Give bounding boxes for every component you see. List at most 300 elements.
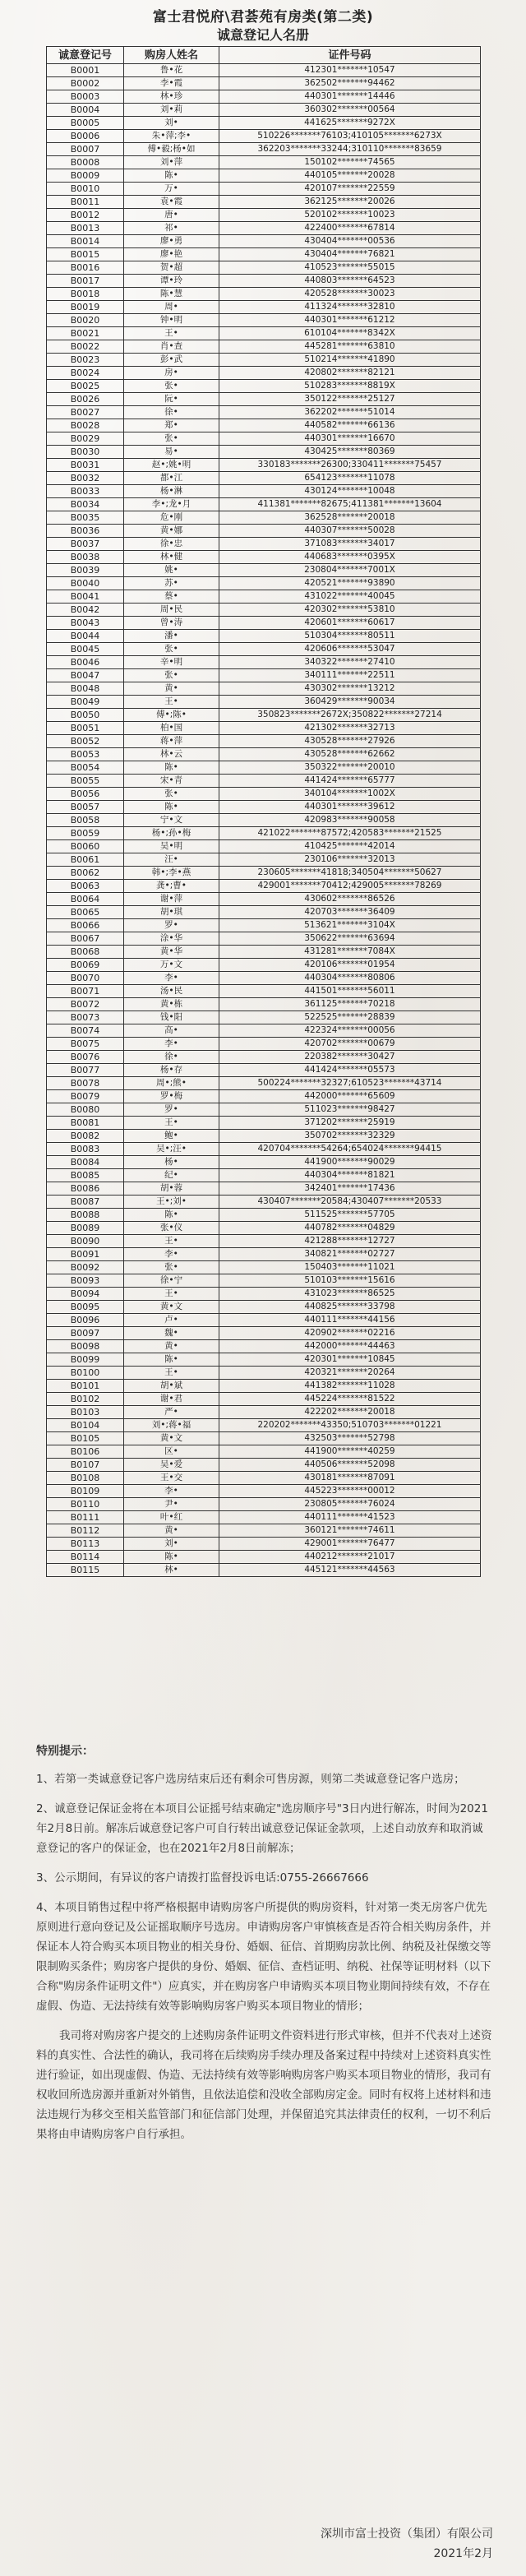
cell-buyer-name: 罗•梅 [124,1090,219,1103]
cell-reg-no: B0068 [47,946,124,959]
cell-id-number: 230605*******41818;340504*******50627 [219,867,481,880]
cell-id-number: 362203*******33244;310110*******83659 [219,143,481,156]
cell-id-number: 430404*******76821 [219,248,481,261]
cell-id-number: 513621*******3104X [219,919,481,932]
cell-reg-no: B0005 [47,117,124,130]
cell-id-number: 421302*******32713 [219,722,481,735]
cell-buyer-name: 谢•君 [124,1393,219,1406]
footer-company: 深圳市富士投资（集团）有限公司 [321,2527,493,2541]
table-row [47,1445,481,1459]
cell-reg-no: B0094 [47,1288,124,1301]
cell-reg-no: B0043 [47,617,124,630]
table-row [47,130,481,143]
cell-reg-no: B0107 [47,1459,124,1472]
cell-reg-no: B0111 [47,1511,124,1524]
cell-reg-no: B0058 [47,814,124,827]
table-row [47,972,481,985]
cell-buyer-name: 都•江 [124,472,219,485]
cell-reg-no: B0078 [47,1077,124,1090]
cell-id-number: 440111*******41523 [219,1511,481,1524]
cell-reg-no: B0097 [47,1327,124,1340]
cell-buyer-name: 周•民 [124,604,219,617]
table-row [47,1182,481,1196]
cell-buyer-name: 阮• [124,393,219,406]
cell-id-number: 340111*******22511 [219,669,481,682]
footer-date: 2021年2月 [433,2547,493,2560]
cell-reg-no: B0048 [47,682,124,696]
notice-item-4: 4、本项目销售过程中将严格根据申请购房客户所提供的购房资料，针对第一类无房客户优先原则进行意向登记及公证摇取顺序号选房。申请购房客户审慎核查是否符合相关购房条件，并保证本人符合购买本项目物业的相关身份、婚姻、征信、首期购房款比例、纳税及社保缴交等限制购买条件；购房客户提供的身份、婚姻、征信、查档证明、纳税、社保等证明材料（以下合称"购房条件证明文件"）应真实，并在购房客户申请购买本项目物业期间持续有效，不存在虚假、伪造、无法持续有效等影响购房客户购买本项目物业的情形； [36,1901,491,2013]
table-row [47,1524,481,1538]
cell-reg-no: B0104 [47,1419,124,1432]
table-row [47,1327,481,1340]
table-row [47,1538,481,1551]
cell-id-number: 360429*******90034 [219,696,481,709]
cell-reg-no: B0096 [47,1314,124,1327]
table-row [47,840,481,853]
table-row [47,354,481,367]
cell-id-number: 429001*******70412;429005*******78269 [219,880,481,893]
cell-id-number: 430124*******10048 [219,485,481,498]
cell-reg-no: B0114 [47,1551,124,1564]
cell-id-number: 330183*******26300;330411*******75457 [219,459,481,472]
cell-id-number: 430404*******00536 [219,235,481,248]
cell-reg-no: B0073 [47,1011,124,1024]
cell-id-number: 350322*******20010 [219,761,481,775]
cell-reg-no: B0011 [47,196,124,209]
table-row [47,248,481,261]
cell-id-number: 371202*******25919 [219,1117,481,1130]
cell-buyer-name: 李•霞 [124,77,219,90]
cell-buyer-name: 徐•宁 [124,1274,219,1288]
cell-reg-no: B0040 [47,577,124,590]
table-row [47,1117,481,1130]
cell-id-number: 230805*******76024 [219,1498,481,1511]
cell-reg-no: B0039 [47,564,124,577]
table-row [47,1038,481,1051]
cell-reg-no: B0115 [47,1564,124,1577]
table-row [47,1288,481,1301]
table-row [47,196,481,209]
cell-buyer-name: 谭•玲 [124,275,219,288]
cell-id-number: 410523*******55015 [219,261,481,275]
notice-heading: 特别提示： [36,1745,94,1758]
cell-reg-no: B0083 [47,1143,124,1156]
cell-buyer-name: 傅•毅;杨•如 [124,143,219,156]
cell-reg-no: B0095 [47,1301,124,1314]
cell-id-number: 440301*******61212 [219,314,481,327]
cell-id-number: 150403*******11021 [219,1261,481,1274]
cell-buyer-name: 宋•青 [124,775,219,788]
table-row [47,64,481,77]
cell-buyer-name: 陈• [124,801,219,814]
cell-reg-no: B0054 [47,761,124,775]
cell-buyer-name: 区• [124,1445,219,1459]
table-row [47,788,481,801]
table-row [47,314,481,327]
cell-buyer-name: 尹• [124,1498,219,1511]
table-row [47,340,481,354]
cell-buyer-name: 蔡• [124,590,219,604]
cell-reg-no: B0015 [47,248,124,261]
cell-id-number: 440304*******81821 [219,1169,481,1182]
cell-buyer-name: 王•;刘• [124,1196,219,1209]
cell-reg-no: B0069 [47,959,124,972]
table-row [47,1103,481,1117]
cell-buyer-name: 林• [124,1564,219,1577]
cell-reg-no: B0064 [47,893,124,906]
notice-item-1: 1、若第一类诚意登记客户选房结束后还有剩余可售房源，则第二类诚意登记客户选房； [36,1773,465,1786]
cell-buyer-name: 刘•;蒋•福 [124,1419,219,1432]
page-title: 富士君悦府\君荟苑有房类(第二类) [152,9,374,25]
cell-id-number: 360121*******74611 [219,1524,481,1538]
cell-reg-no: B0052 [47,735,124,748]
cell-buyer-name: 王• [124,696,219,709]
cell-reg-no: B0088 [47,1209,124,1222]
cell-id-number: 440683*******0395X [219,551,481,564]
table-row [47,498,481,511]
cell-buyer-name: 王• [124,1235,219,1248]
cell-reg-no: B0030 [47,446,124,459]
cell-buyer-name: 罗• [124,919,219,932]
table-row [47,1393,481,1406]
cell-id-number: 412301*******10547 [219,64,481,77]
cell-id-number: 340104*******1002X [219,788,481,801]
table-row [47,1459,481,1472]
cell-buyer-name: 朱•萍;李• [124,130,219,143]
cell-id-number: 510226*******76103;410105*******6273X [219,130,481,143]
cell-reg-no: B0021 [47,327,124,340]
cell-id-number: 445223*******00012 [219,1485,481,1498]
table-row [47,1432,481,1445]
table-row [47,472,481,485]
cell-id-number: 520102*******10023 [219,209,481,222]
cell-id-number: 350702*******32329 [219,1130,481,1143]
cell-buyer-name: 周•;熊• [124,1077,219,1090]
cell-reg-no: B0047 [47,669,124,682]
cell-id-number: 442000*******65609 [219,1090,481,1103]
table-row [47,1130,481,1143]
cell-buyer-name: 张• [124,669,219,682]
cell-buyer-name: 林•健 [124,551,219,564]
cell-reg-no: B0029 [47,432,124,446]
table-row [47,564,481,577]
cell-buyer-name: 潘• [124,630,219,643]
cell-id-number: 230106*******32013 [219,853,481,867]
cell-buyer-name: 贺•超 [124,261,219,275]
cell-id-number: 429001*******76477 [219,1538,481,1551]
cell-buyer-name: 钱•阳 [124,1011,219,1024]
cell-buyer-name: 罗• [124,1103,219,1117]
cell-id-number: 420702*******00679 [219,1038,481,1051]
table-row [47,275,481,288]
cell-id-number: 430528*******62662 [219,748,481,761]
cell-id-number: 440301*******16670 [219,432,481,446]
cell-id-number: 362125*******20026 [219,196,481,209]
table-row [47,1485,481,1498]
cell-reg-no: B0093 [47,1274,124,1288]
table-row [47,1169,481,1182]
cell-buyer-name: 王•交 [124,1472,219,1485]
table-row [47,301,481,314]
cell-reg-no: B0086 [47,1182,124,1196]
cell-id-number: 431023*******86525 [219,1288,481,1301]
cell-reg-no: B0045 [47,643,124,656]
cell-reg-no: B0042 [47,604,124,617]
cell-buyer-name: 林•云 [124,748,219,761]
cell-buyer-name: 陈• [124,1551,219,1564]
table-row [47,1090,481,1103]
table-row [47,1196,481,1209]
cell-buyer-name: 杨•淋 [124,485,219,498]
table-row [47,1143,481,1156]
cell-buyer-name: 王• [124,1117,219,1130]
cell-buyer-name: 王• [124,327,219,340]
cell-reg-no: B0010 [47,183,124,196]
table-row [47,867,481,880]
cell-id-number: 440301*******39612 [219,801,481,814]
cell-buyer-name: 周• [124,301,219,314]
cell-buyer-name: 蒋•萍 [124,735,219,748]
cell-buyer-name: 吴•明 [124,840,219,853]
cell-id-number: 440304*******80806 [219,972,481,985]
cell-buyer-name: 刘• [124,117,219,130]
cell-id-number: 430602*******86526 [219,893,481,906]
cell-id-number: 420321*******20264 [219,1367,481,1380]
cell-buyer-name: 柏•国 [124,722,219,735]
cell-reg-no: B0012 [47,209,124,222]
table-row [47,722,481,735]
cell-id-number: 340821*******02727 [219,1248,481,1261]
cell-reg-no: B0101 [47,1380,124,1393]
cell-reg-no: B0091 [47,1248,124,1261]
cell-buyer-name: 李• [124,1248,219,1261]
table-row [47,617,481,630]
table-row [47,814,481,827]
cell-reg-no: B0031 [47,459,124,472]
table-row [47,419,481,432]
footer [321,2524,493,2564]
cell-buyer-name: 陈• [124,761,219,775]
table-row [47,1274,481,1288]
cell-reg-no: B0113 [47,1538,124,1551]
table-row [47,1406,481,1419]
cell-buyer-name: 汤•民 [124,985,219,998]
cell-buyer-name: 宁•文 [124,814,219,827]
cell-reg-no: B0098 [47,1340,124,1353]
cell-reg-no: B0025 [47,380,124,393]
cell-buyer-name: 张• [124,1261,219,1274]
cell-buyer-name: 袁•霞 [124,196,219,209]
special-notice [36,1741,493,2154]
table-row [47,261,481,275]
cell-buyer-name: 叶•红 [124,1511,219,1524]
table-row [47,459,481,472]
cell-buyer-name: 刘•莉 [124,104,219,117]
cell-buyer-name: 张• [124,643,219,656]
table-row [47,761,481,775]
cell-id-number: 150102*******74565 [219,156,481,169]
cell-buyer-name: 张•仪 [124,1222,219,1235]
cell-buyer-name: 黄• [124,682,219,696]
cell-reg-no: B0057 [47,801,124,814]
table-row [47,485,481,498]
cell-id-number: 430528*******27926 [219,735,481,748]
table-row [47,288,481,301]
cell-id-number: 340322*******27410 [219,656,481,669]
cell-reg-no: B0062 [47,867,124,880]
table-row [47,827,481,840]
table-row [47,748,481,761]
cell-buyer-name: 李• [124,1038,219,1051]
cell-id-number: 440111*******44156 [219,1314,481,1327]
table-row [47,1156,481,1169]
cell-id-number: 220202*******43350;510703*******01221 [219,1419,481,1432]
cell-reg-no: B0014 [47,235,124,248]
cell-reg-no: B0080 [47,1103,124,1117]
cell-reg-no: B0065 [47,906,124,919]
cell-id-number: 654123*******11078 [219,472,481,485]
table-row [47,432,481,446]
table-row [47,946,481,959]
cell-reg-no: B0071 [47,985,124,998]
cell-reg-no: B0008 [47,156,124,169]
cell-id-number: 510304*******80511 [219,630,481,643]
cell-reg-no: B0110 [47,1498,124,1511]
cell-id-number: 420606*******53047 [219,643,481,656]
cell-id-number: 350823*******2672X;350822*******27214 [219,709,481,722]
table-row [47,367,481,380]
cell-buyer-name: 杨•存 [124,1064,219,1077]
cell-reg-no: B0074 [47,1024,124,1038]
cell-buyer-name: 黄•文 [124,1432,219,1445]
cell-id-number: 420902*******02216 [219,1327,481,1340]
cell-reg-no: B0059 [47,827,124,840]
cell-buyer-name: 汪• [124,853,219,867]
cell-buyer-name: 唐• [124,209,219,222]
cell-reg-no: B0090 [47,1235,124,1248]
table-row [47,1353,481,1367]
cell-reg-no: B0112 [47,1524,124,1538]
table-row [47,630,481,643]
cell-reg-no: B0082 [47,1130,124,1143]
cell-reg-no: B0089 [47,1222,124,1235]
cell-reg-no: B0055 [47,775,124,788]
cell-reg-no: B0070 [47,972,124,985]
cell-buyer-name: 苏• [124,577,219,590]
cell-id-number: 350622*******63694 [219,932,481,946]
cell-id-number: 442000*******44463 [219,1340,481,1353]
cell-id-number: 220382*******30427 [219,1051,481,1064]
cell-reg-no: B0003 [47,90,124,104]
cell-id-number: 362202*******51014 [219,406,481,419]
table-row [47,1564,481,1577]
table-row [47,551,481,564]
cell-id-number: 420802*******82121 [219,367,481,380]
table-row [47,1498,481,1511]
cell-reg-no: B0063 [47,880,124,893]
cell-buyer-name: 傅•;陈• [124,709,219,722]
cell-reg-no: B0020 [47,314,124,327]
cell-buyer-name: 王• [124,1288,219,1301]
cell-reg-no: B0004 [47,104,124,117]
cell-id-number: 361125*******70218 [219,998,481,1011]
table-header-row [47,47,481,64]
cell-reg-no: B0053 [47,748,124,761]
cell-reg-no: B0079 [47,1090,124,1103]
cell-id-number: 510103*******15616 [219,1274,481,1288]
cell-id-number: 420301*******10845 [219,1353,481,1367]
table-row [47,696,481,709]
cell-buyer-name: 陈• [124,1353,219,1367]
cell-buyer-name: 鲍• [124,1130,219,1143]
table-row [47,669,481,682]
cell-id-number: 441424*******05573 [219,1064,481,1077]
cell-buyer-name: 万• [124,183,219,196]
cell-buyer-name: 黄• [124,1340,219,1353]
cell-reg-no: B0102 [47,1393,124,1406]
cell-buyer-name: 辛•明 [124,656,219,669]
cell-buyer-name: 房• [124,367,219,380]
cell-buyer-name: 徐• [124,1051,219,1064]
table-row [47,1209,481,1222]
cell-reg-no: B0022 [47,340,124,354]
cell-buyer-name: 李• [124,972,219,985]
notice-item-2: 2、诚意登记保证金将在本项目公证摇号结束确定"选房顺序号"3日内进行解冻，时间为2021年2月8日前。解冻后诚意登记客户可自行转出诚意登记保证金款项，上述自动放弃和取消诚意登记的客户的保证金，也在2021年2月8日前解冻； [36,1802,488,1855]
table-row [47,156,481,169]
cell-reg-no: B0051 [47,722,124,735]
cell-buyer-name: 祁• [124,222,219,235]
cell-reg-no: B0106 [47,1445,124,1459]
cell-id-number: 422400*******67814 [219,222,481,235]
table-row [47,1340,481,1353]
cell-reg-no: B0100 [47,1367,124,1380]
cell-id-number: 422202*******20018 [219,1406,481,1419]
cell-id-number: 422324*******00056 [219,1024,481,1038]
cell-reg-no: B0037 [47,538,124,551]
cell-buyer-name: 彭•武 [124,354,219,367]
cell-buyer-name: 万•文 [124,959,219,972]
cell-buyer-name: 鲁•花 [124,64,219,77]
cell-reg-no: B0046 [47,656,124,669]
cell-buyer-name: 易• [124,446,219,459]
cell-id-number: 420601*******60617 [219,617,481,630]
cell-id-number: 430181*******87091 [219,1472,481,1485]
cell-buyer-name: 张• [124,380,219,393]
cell-id-number: 522525*******28839 [219,1011,481,1024]
table-row [47,880,481,893]
cell-id-number: 510214*******41890 [219,354,481,367]
header-buyer-name: 购房人姓名 [124,47,219,64]
cell-reg-no: B0092 [47,1261,124,1274]
cell-id-number: 431022*******40045 [219,590,481,604]
cell-buyer-name: 刘• [124,1538,219,1551]
cell-id-number: 410425*******42014 [219,840,481,853]
cell-reg-no: B0081 [47,1117,124,1130]
cell-id-number: 440803*******64523 [219,275,481,288]
cell-reg-no: B0105 [47,1432,124,1445]
cell-buyer-name: 吴•;汪• [124,1143,219,1156]
registration-table [46,46,481,1577]
cell-reg-no: B0013 [47,222,124,235]
table-row [47,117,481,130]
cell-reg-no: B0019 [47,301,124,314]
table-row [47,538,481,551]
table-row [47,1551,481,1564]
cell-reg-no: B0006 [47,130,124,143]
cell-id-number: 420704*******54264;654024*******94415 [219,1143,481,1156]
table-row [47,1511,481,1524]
cell-buyer-name: 陈• [124,1209,219,1222]
